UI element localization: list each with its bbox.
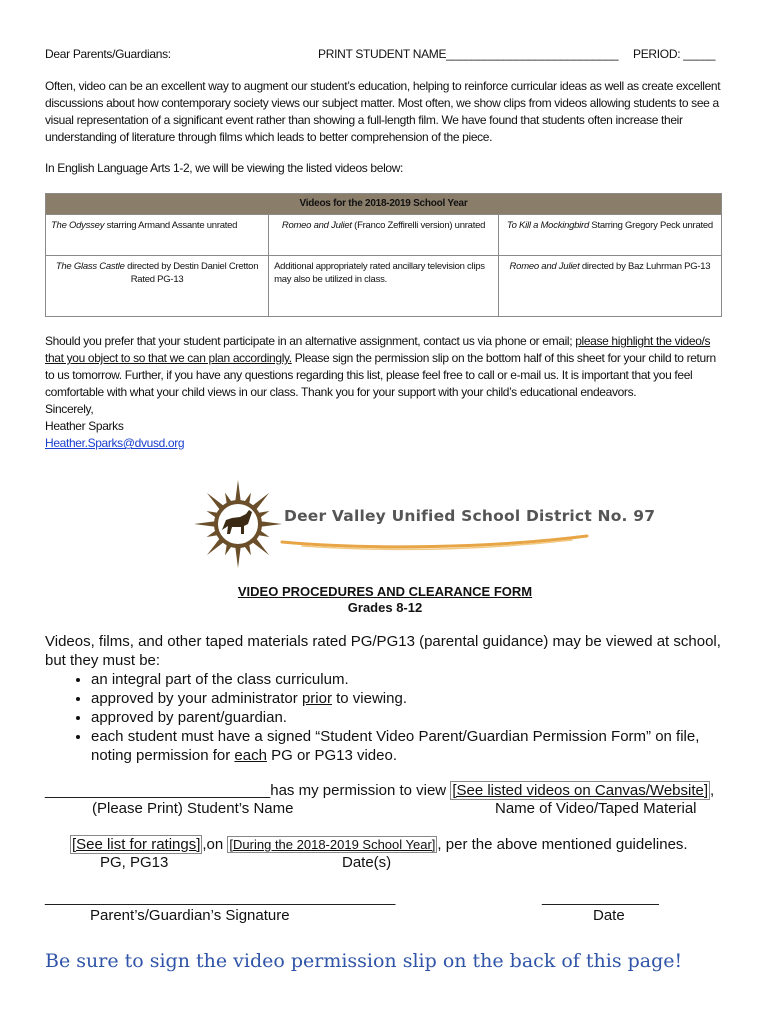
ratings-date-line: [See list for ratings] ,on [During the 2018-2019 School Year] , per the above mentioned guidelines. xyxy=(72,836,688,853)
table-cell: Additional appropriately rated ancillary television clips may also be utilized in class. xyxy=(269,256,499,317)
district-name: Deer Valley Unified School District No. 97 xyxy=(284,507,656,525)
table-cell: The Glass Castle directed by Destin Daniel Cretton Rated PG-13 xyxy=(46,256,269,317)
district-logo xyxy=(192,474,656,574)
sun-ray xyxy=(194,521,216,527)
table-cell: Romeo and Juliet (Franco Zeffirelli version) unrated xyxy=(269,215,499,256)
procedures-section xyxy=(45,632,735,765)
date-field[interactable]: [During the 2018-2019 School Year] xyxy=(229,837,436,852)
table-cell: To Kill a Mockingbird Starring Gregory Peck unrated xyxy=(498,215,721,256)
dates-caption: Date(s) xyxy=(342,854,392,871)
student-name-caption: (Please Print) Student’s Name xyxy=(92,800,294,817)
videos-field[interactable]: [See listed videos on Canvas/Website] xyxy=(452,782,709,799)
form-subtitle: Grades 8-12 xyxy=(347,600,423,615)
sun-ray xyxy=(235,480,241,502)
date-caption: Date xyxy=(593,907,625,924)
viewing-line: In English Language Arts 1-2, we will be viewing the listed videos below: xyxy=(45,161,404,175)
table-cell: Romeo and Juliet directed by Baz Luhrman PG-13 xyxy=(498,256,721,317)
header-line xyxy=(45,47,725,65)
footer-note: Be sure to sign the video permission slip on the back of this page! xyxy=(45,950,683,972)
video-table xyxy=(45,193,722,317)
sun-ray xyxy=(235,546,241,568)
procedures-intro: Videos, films, and other taped materials rated PG/PG13 (parental guidance) may be viewed at school, but they must be: xyxy=(45,633,721,669)
period-label: PERIOD: _____ xyxy=(633,47,716,61)
form-title: VIDEO PROCEDURES AND CLEARANCE FORM xyxy=(237,584,533,599)
sincerely: Sincerely, xyxy=(45,402,94,416)
video-name-caption: Name of Video/Taped Material xyxy=(495,800,697,817)
signature-caption: Parent’s/Guardian’s Signature xyxy=(90,907,290,924)
student-name-label: PRINT STUDENT NAME___________________________ xyxy=(318,47,619,61)
ratings-caption: PG, PG13 xyxy=(100,854,169,871)
intro-paragraph: Often, video can be an excellent way to augment our student’s education, helping to reinforce curricular ideas as well as create excellent discussions about how contemporary society views our subject matter. Most often, we show clips from videos allowing students to see a visual representation of a significant event rather than showing a full-length film. We have found that students often increase their understanding of literature through films which leads to better comprehension of the piece. xyxy=(45,79,721,144)
list-item: • approved by parent/guardian. xyxy=(91,708,735,727)
list-item: • approved by your administrator prior to viewing. xyxy=(91,689,735,708)
teacher-email-link[interactable]: Heather.Sparks@dvusd.org xyxy=(45,436,185,450)
table-row xyxy=(46,256,722,317)
list-item: • each student must have a signed “Student Video Parent/Guardian Permission Form” on file, noting permission for each PG or PG13 video. xyxy=(91,727,735,765)
ratings-field[interactable]: [See list for ratings] xyxy=(72,836,201,853)
student-name-blank[interactable]: ___________________________ xyxy=(45,782,271,799)
closing-paragraph: Should you prefer that your student participate in an alternative assignment, contact us via phone or email; please highlight the video/s that you object to so that we can plan accordingly. Please sign the permission slip on the bottom half of this sheet for your child to return to us tomorrow. Further, if you have any questions regarding this list, please feel free to call or e-mail us. It is important that you feel comfortable with what your child views in our class. Thank you for your support with your child’s educational endeavors. Sincerely, Heather Sparks Heather.Sparks@dvusd.org xyxy=(45,334,716,450)
salutation: Dear Parents/Guardians: xyxy=(45,47,171,61)
date-line[interactable]: ______________ xyxy=(542,889,659,906)
teacher-name: Heather Sparks xyxy=(45,419,124,433)
sun-ray xyxy=(260,521,282,527)
highlight-request: please highlight the video/s that you object to so that we can plan accordingly. xyxy=(45,334,711,365)
video-table-header: Videos for the 2018-2019 School Year xyxy=(46,194,722,215)
requirements-list xyxy=(45,670,735,765)
signature-line[interactable]: __________________________________________ xyxy=(45,889,396,906)
list-item: • an integral part of the class curriculum. xyxy=(91,670,735,689)
table-cell: The Odyssey starring Armand Assante unrated xyxy=(46,215,269,256)
table-row xyxy=(46,215,722,256)
form-title-block xyxy=(0,584,770,616)
permission-line: ___________________________has my permission to view [See listed videos on Canvas/Website] , xyxy=(45,782,715,799)
